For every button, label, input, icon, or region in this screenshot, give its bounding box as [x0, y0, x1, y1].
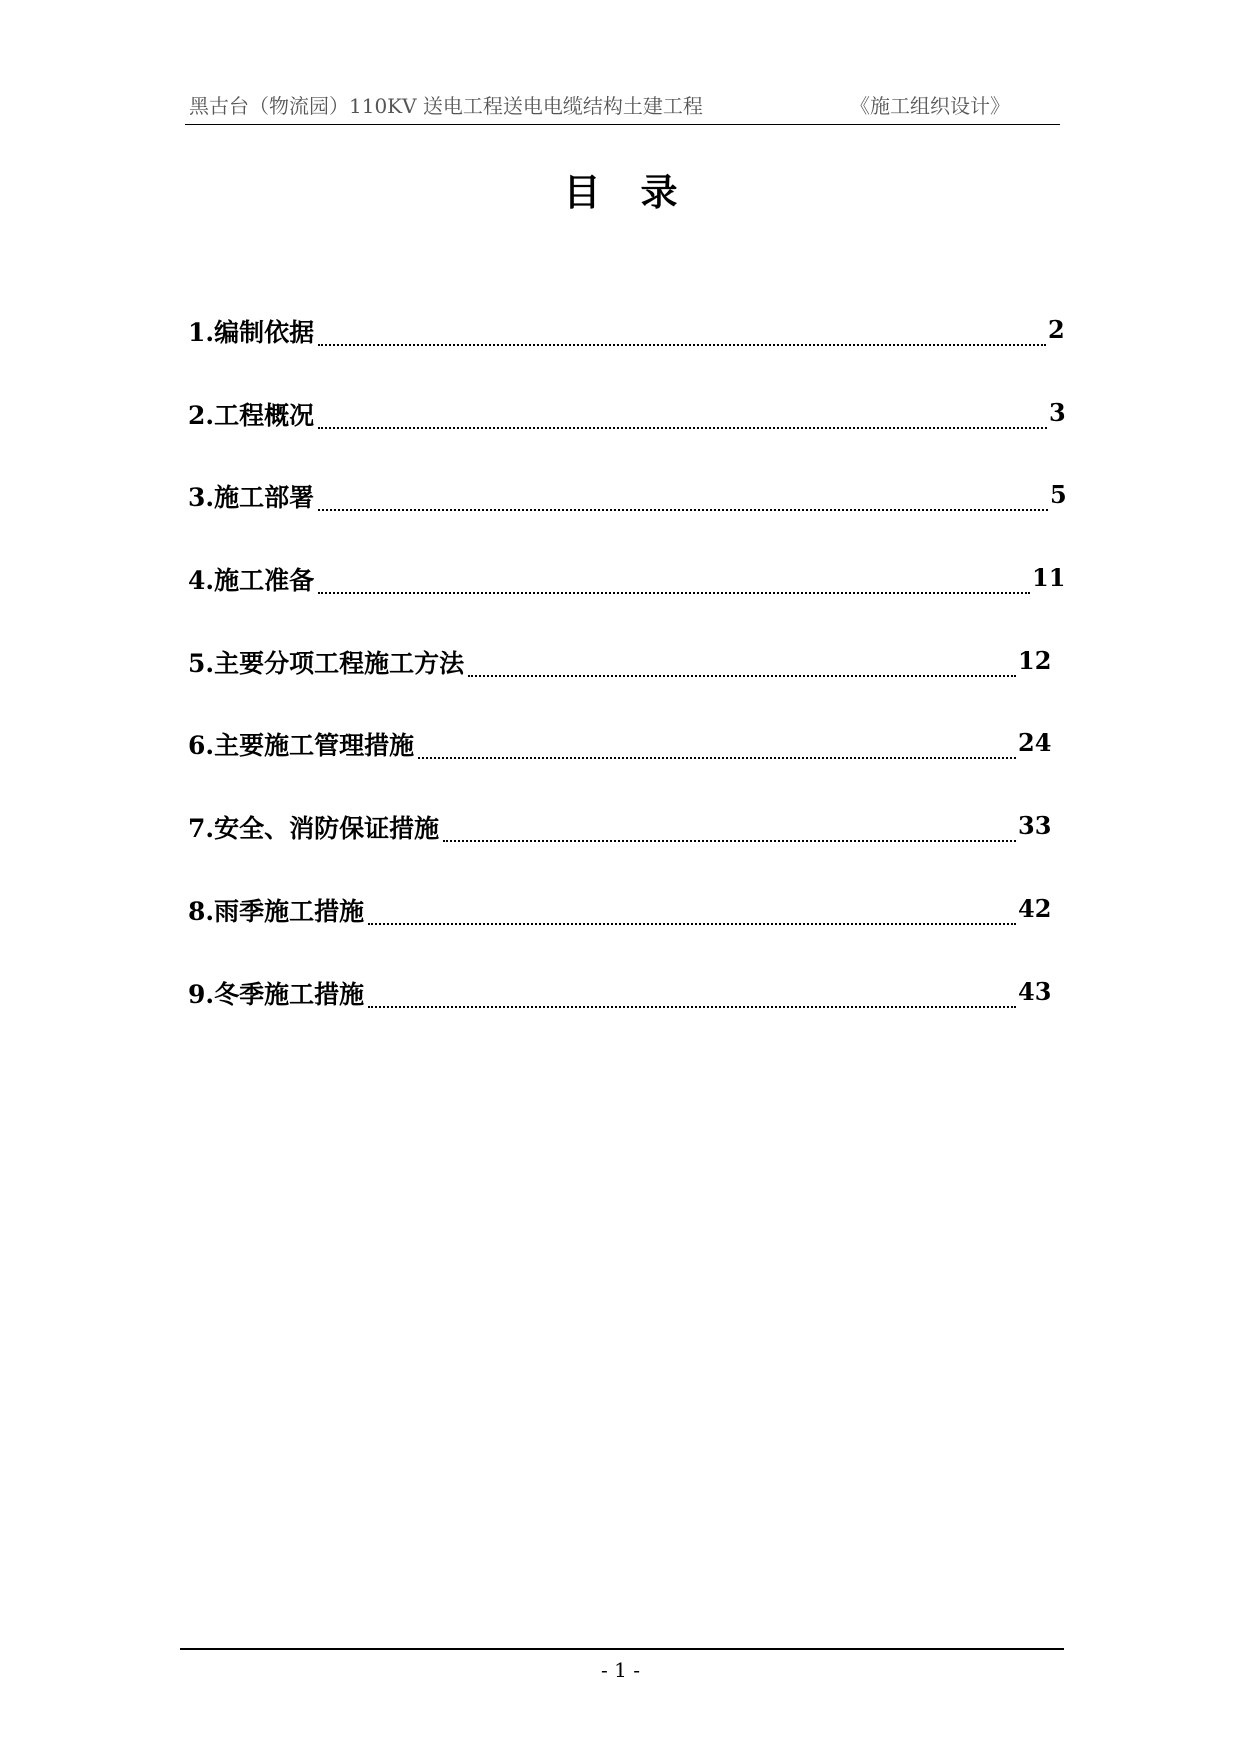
toc-leader [318, 427, 1047, 429]
toc-item-page: 5 [1050, 480, 1067, 510]
toc-title: 目录 [563, 170, 718, 214]
toc-item-label: 6.主要施工管理措施 [188, 726, 416, 762]
header-document-title: 《施工组织设计》 [850, 94, 1010, 118]
toc-item[interactable] [188, 396, 1068, 479]
toc-item-label: 9.冬季施工措施 [188, 975, 366, 1011]
toc-leader [418, 757, 1016, 759]
toc-item[interactable] [188, 313, 1068, 396]
toc-leader [318, 509, 1048, 511]
toc-item-page: 43 [1018, 976, 1052, 1006]
toc-item-page: 33 [1018, 811, 1052, 841]
toc-item-page: 2 [1048, 315, 1065, 344]
toc-item[interactable] [188, 975, 1068, 1058]
toc-item-page: 42 [1018, 893, 1052, 923]
page-header [185, 86, 1060, 125]
toc-leader [468, 675, 1016, 677]
footer-rule [180, 1648, 1064, 1650]
toc-leader [318, 592, 1030, 594]
toc-item-label: 4.施工准备 [188, 561, 316, 597]
toc-item-label: 7.安全、消防保证措施 [188, 809, 441, 845]
toc-item-page: 11 [1032, 563, 1066, 593]
toc-item[interactable] [188, 809, 1068, 892]
toc-leader [443, 840, 1016, 842]
toc-item[interactable] [188, 561, 1068, 644]
header-project-title: 黑古台（物流园）110KV 送电工程送电电缆结构土建工程 [189, 94, 703, 118]
toc-item[interactable] [188, 892, 1068, 975]
toc-item-page: 3 [1049, 397, 1066, 427]
toc-item-page: 12 [1018, 645, 1052, 675]
toc-item-label: 2.工程概况 [188, 396, 316, 432]
toc-item[interactable] [188, 644, 1068, 727]
toc-item[interactable] [188, 726, 1068, 809]
toc-item-page: 24 [1018, 728, 1052, 758]
toc-leader [368, 1006, 1016, 1008]
toc-item-label: 3.施工部署 [188, 478, 316, 514]
toc-item-label: 5.主要分项工程施工方法 [188, 644, 466, 680]
toc-item-label: 8.雨季施工措施 [188, 892, 366, 928]
toc-leader [318, 344, 1046, 346]
toc-item[interactable] [188, 478, 1068, 561]
toc-list [188, 313, 1068, 1057]
toc-item-label: 1.编制依据 [188, 313, 316, 349]
toc-leader [368, 923, 1016, 925]
page-number: - 1 - [601, 1658, 640, 1682]
